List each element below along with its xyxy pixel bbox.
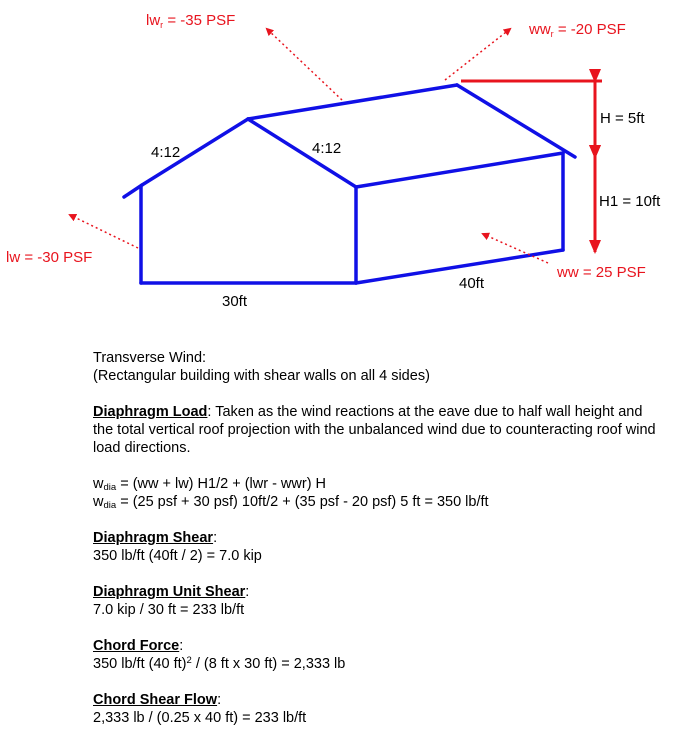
ww-label: ww = 25 PSF [557, 264, 646, 281]
section-title: Transverse Wind: [93, 350, 207, 366]
formula-line-2: $w_{dia} = (25$ psf + 30 psf) 10ft/2 + (35 psf - 20 psf) 5 ft = 350 lb/ft [93, 494, 489, 511]
lw-label: lw = -30 PSF [6, 249, 93, 266]
chord-shear-flow-heading: Chord Shear Flow: [93, 692, 222, 708]
pitch-right-label: 4:12 [312, 140, 342, 157]
back-roof-slope [457, 85, 575, 157]
eave-line [356, 153, 563, 187]
unit-shear-value: 7.0 kip / 30 ft = 233 lb/ft [93, 602, 245, 618]
h-label: H = 5ft [600, 110, 645, 127]
ridge-line [248, 85, 457, 119]
lwr-label: $lw_r = -35$ PSF [146, 12, 236, 30]
unit-shear-heading: Diaphragm Unit Shear: [93, 584, 250, 600]
section-subtitle: (Rectangular building with shear walls on all 4 sides) [93, 368, 430, 384]
length-label: 40ft [459, 275, 485, 292]
chord-force-value: 350 lb/ft (40 ft)$^2$ / (8 ft x 30 ft) = 2,333 lb [93, 655, 346, 672]
diaphragm-shear-heading: Diaphragm Shear: [93, 530, 218, 546]
diaphragm-load-heading: Diaphragm Load [93, 404, 208, 420]
wwr-label: $ww_r = -20$ PSF [529, 21, 626, 39]
pitch-left-label: 4:12 [151, 144, 181, 161]
lw-arrow [70, 215, 138, 248]
diaphragm-load-paragraph [93, 403, 663, 457]
chord-shear-flow-value: 2,333 lb / (0.25 x 40 ft) = 233 lb/ft [93, 710, 307, 726]
wwr-arrow [445, 29, 510, 80]
diaphragm-shear-value: 350 lb/ft (40ft / 2) = 7.0 kip [93, 548, 262, 564]
calculation-notes [93, 349, 663, 727]
lwr-arrow [267, 29, 342, 100]
building-wind-diagram [0, 0, 681, 330]
building-outline [124, 85, 575, 283]
diaphragm-load-text: : Taken as the wind reactions at the eave due to half wall height and the total vertical roof projection with the unbalanced wind due to counteracting roof wind load directions. [93, 404, 656, 456]
h1-label: H1 = 10ft [599, 193, 661, 210]
width-label: 30ft [222, 293, 248, 310]
formula-line-1: $w_{dia} = (ww + lw) H1/2 + (lwr - wwr)$ H [93, 476, 327, 493]
chord-force-heading: Chord Force: [93, 638, 184, 654]
